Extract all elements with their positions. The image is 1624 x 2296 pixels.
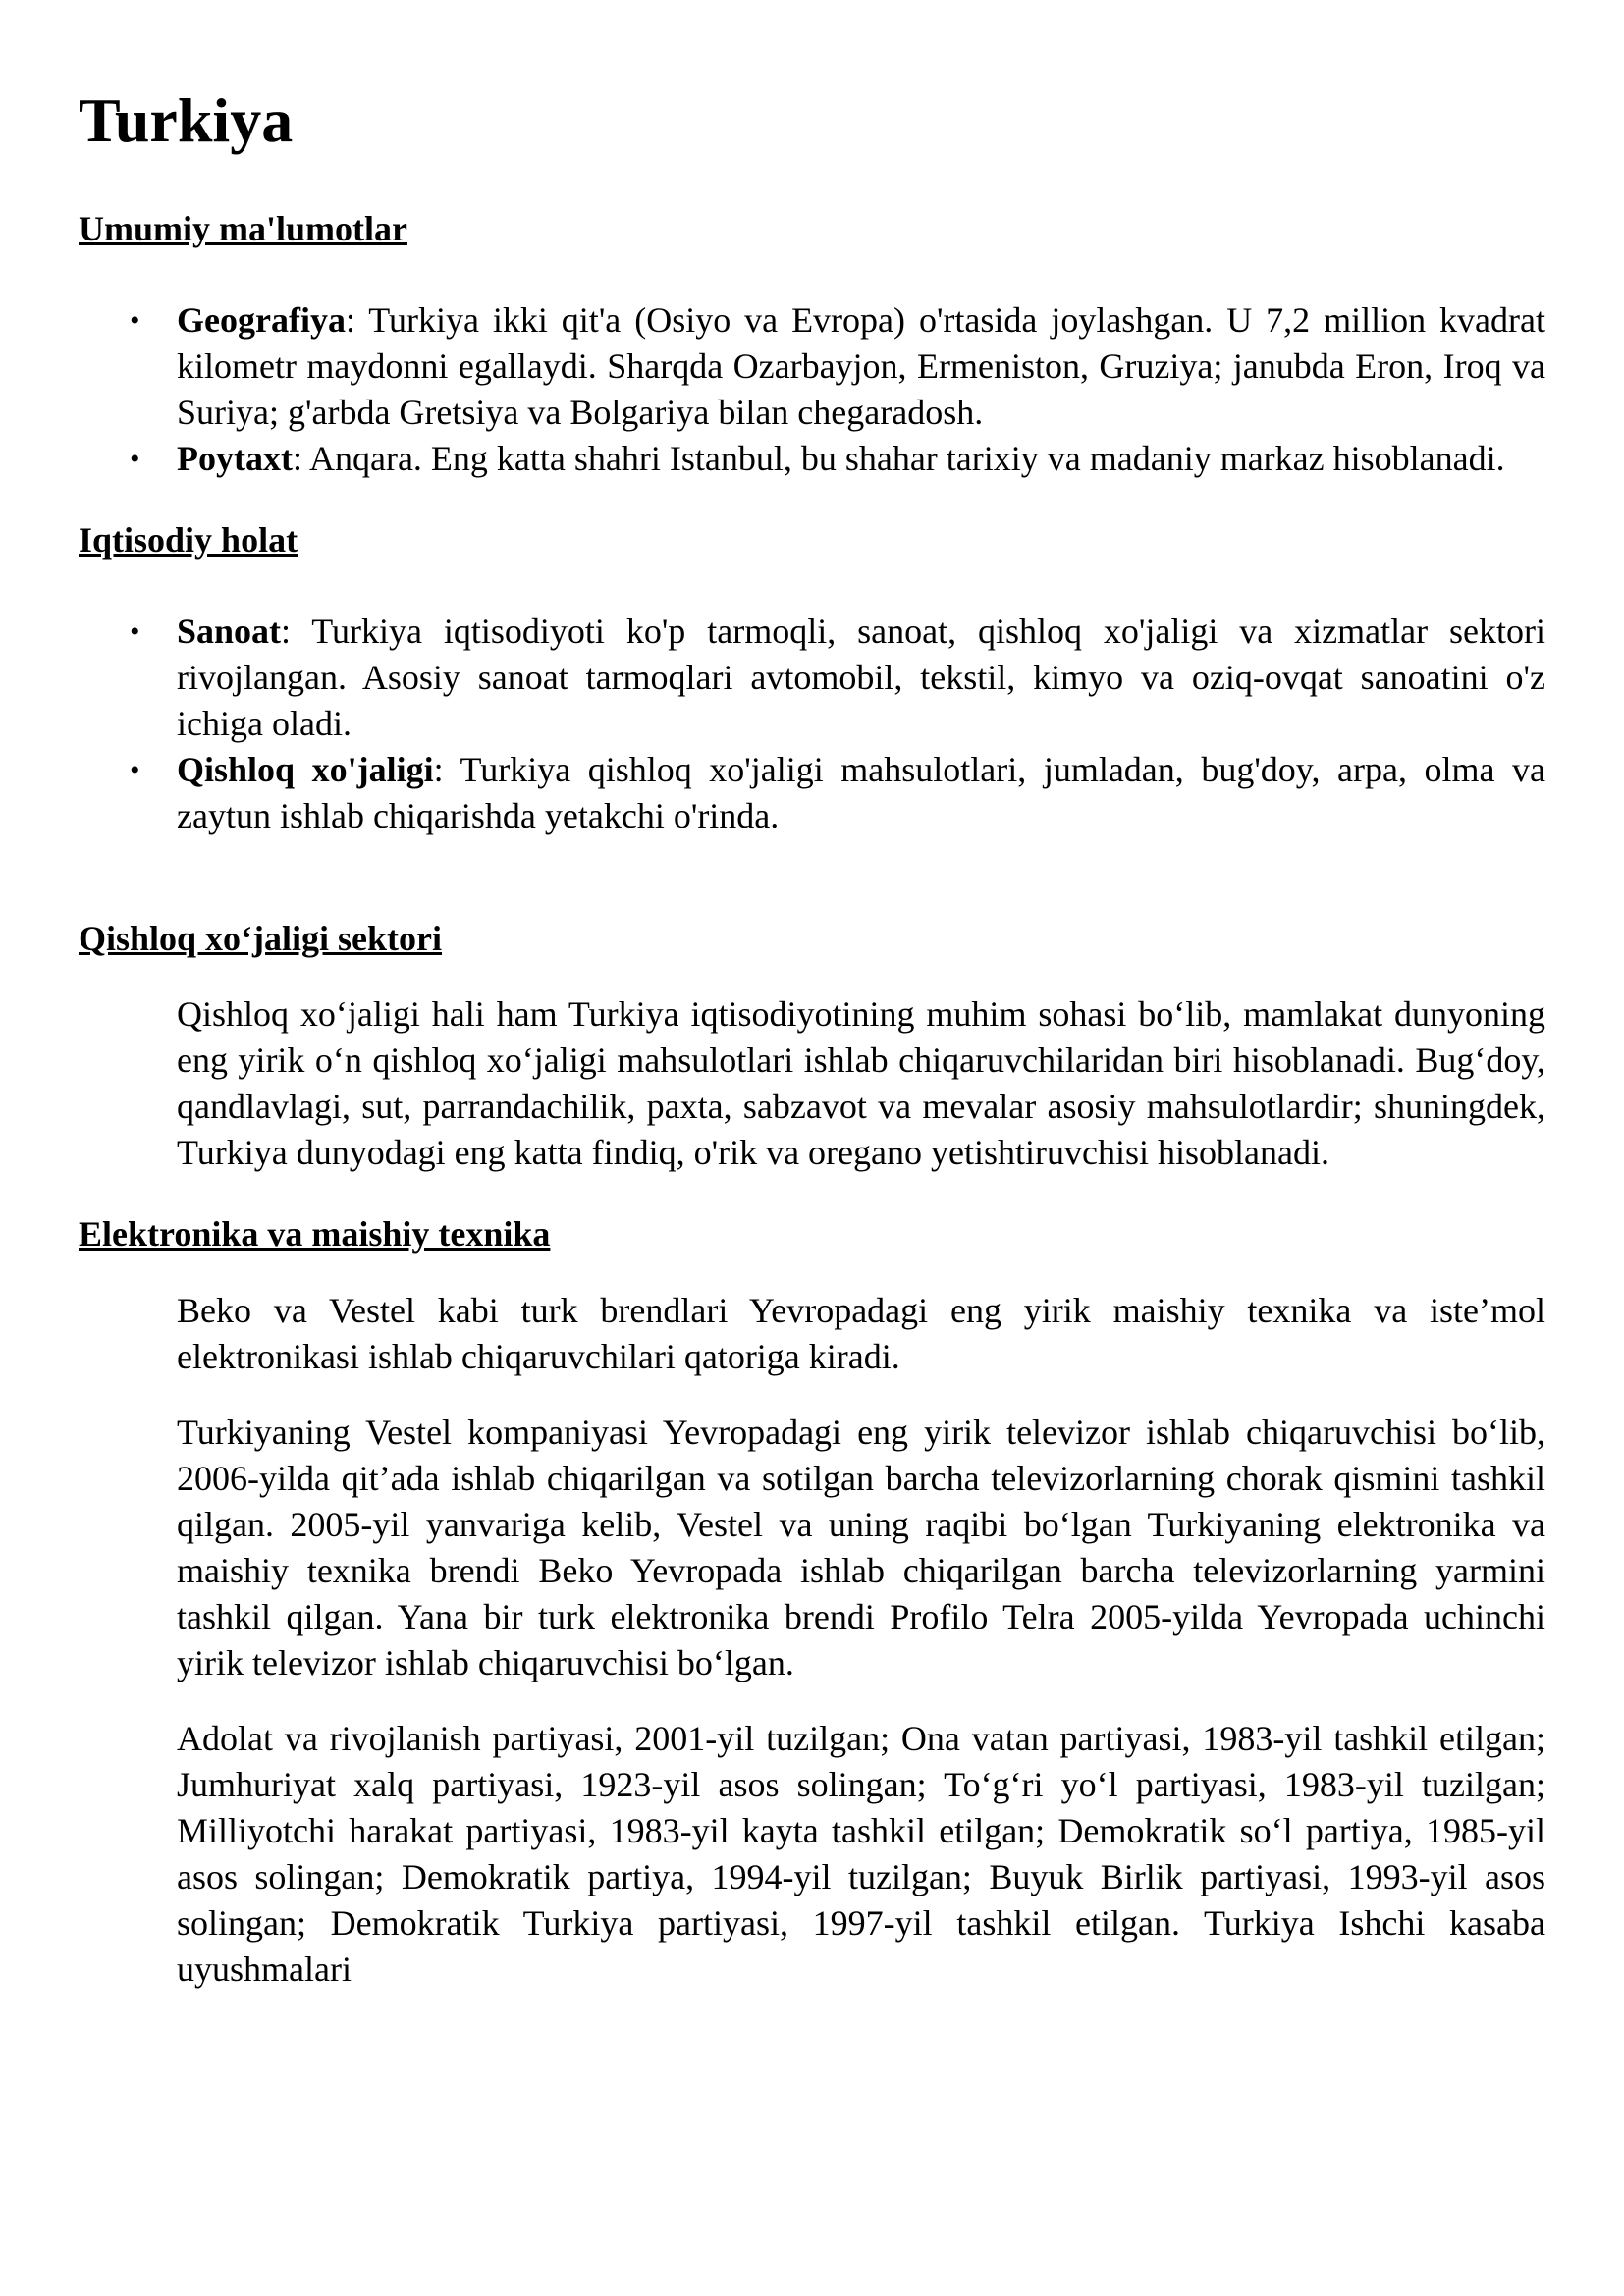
- section-elektronika: [79, 1213, 1545, 1992]
- page-title: Turkiya: [79, 85, 294, 155]
- bullet-term: Qishloq xo'jaligi: [177, 750, 434, 790]
- paragraph: Adolat va rivojlanish partiyasi, 2001-yil tuzilgan; Ona vatan partiyasi, 1983-yil tashkil etilgan; Jumhuriyat xalq partiyasi, 1923-yil asos solingan; To‘g‘ri yo‘l partiyasi, 1983-yil tuzilgan; Milliyotchi harakat partiyasi, 1983-yil kayta tashkil etilgan; Demokratik so‘l partiya, 1985-yil asos solingan; Demokratik partiya, 1994-yil tuzilgan; Buyuk Birlik partiyasi, 1993-yil asos solingan; Demokratik Turkiya partiyasi, 1997-yil tashkil etilgan. Turkiya Ishchi kasaba uyushmalari: [177, 1718, 1545, 1989]
- bullet-term: Geografiya: [177, 299, 346, 340]
- list-item: [177, 436, 1545, 482]
- section-iqtisodiy: [79, 519, 1545, 839]
- section-heading: Umumiy ma'lumotlar: [79, 208, 407, 248]
- paragraph: Turkiyaning Vestel kompaniyasi Yevropadagi eng yirik televizor ishlab chiqaruvchisi bo‘lib, 2006-yilda qit’ada ishlab chiqarilgan va sotilgan barcha televizorlarning chorak qismini tashkil qilgan. 2005-yil yanvariga kelib, Vestel va uning raqibi bo‘lgan Turkiyaning elektronika va maishiy texnika brendi Beko Yevropada ishlab chiqarilgan barcha televizorlarning yarmini tashkil qilgan. Yana bir turk elektronika brendi Profilo Telra 2005-yilda Yevropada uchinchi yirik televizor ishlab chiqaruvchisi bo‘lgan.: [177, 1412, 1545, 1682]
- paragraph: Qishloq xo‘jaligi hali ham Turkiya iqtisodiyotining muhim sohasi bo‘lib, mamlakat dunyoning eng yirik o‘n qishloq xo‘jaligi mahsulotlari ishlab chiqaruvchilaridan biri hisoblanadi. Bug‘doy, qandlavlagi, sut, parrandachilik, paxta, sabzavot va mevalar asosiy mahsulotlardir; shuningdek, Turkiya dunyodagi eng katta findiq, o'rik va oregano yetishtiruvchisi hisoblanadi.: [177, 994, 1545, 1173]
- section-heading: Elektronika va maishiy texnika: [79, 1214, 551, 1255]
- bullet-term: Sanoat: [177, 612, 282, 652]
- list-item: [177, 297, 1545, 436]
- section-heading: Qishloq xo‘jaligi sektori: [79, 919, 443, 959]
- list-item: [177, 747, 1545, 839]
- section-umumiy: [79, 208, 1545, 482]
- bullet-term: Poytaxt: [177, 438, 293, 478]
- paragraph: Beko va Vestel kabi turk brendlari Yevropadagi eng yirik maishiy texnika va iste’mol elektronikasi ishlab chiqaruvchilari qatoriga kiradi.: [177, 1290, 1545, 1376]
- bullet-text: : Turkiya iqtisodiyoti ko'p tarmoqli, sanoat, qishloq xo'jaligi va xizmatlar sektori rivojlangan. Asosiy sanoat tarmoqlari avtomobil, tekstil, kimyo va oziq-ovqat sanoatini o'z ichiga oladi.: [177, 612, 1545, 744]
- section-heading: Iqtisodiy holat: [79, 519, 298, 560]
- bullet-text: : Turkiya qishloq xo'jaligi mahsulotlari, jumladan, bug'doy, arpa, olma va zaytun ishlab chiqarishda yetakchi o'rinda.: [177, 750, 1546, 836]
- section-qishloq: [79, 918, 1545, 1176]
- bullet-list: [79, 297, 1545, 482]
- bullet-list: [79, 609, 1545, 839]
- list-item: [177, 609, 1545, 747]
- bullet-text: : Anqara. Eng katta shahri Istanbul, bu shahar tarixiy va madaniy markaz hisoblanadi.: [292, 438, 1505, 478]
- bullet-text: : Turkiya ikki qit'a (Osiyo va Evropa) o'rtasida joylashgan. U 7,2 million kvadrat kilometr maydonni egallaydi. Sharqda Ozarbayjon, Ermeniston, Gruziya; janubda Eron, Iroq va Suriya; g'arbda Gretsiya va Bolgariya bilan chegaradosh.: [177, 299, 1545, 432]
